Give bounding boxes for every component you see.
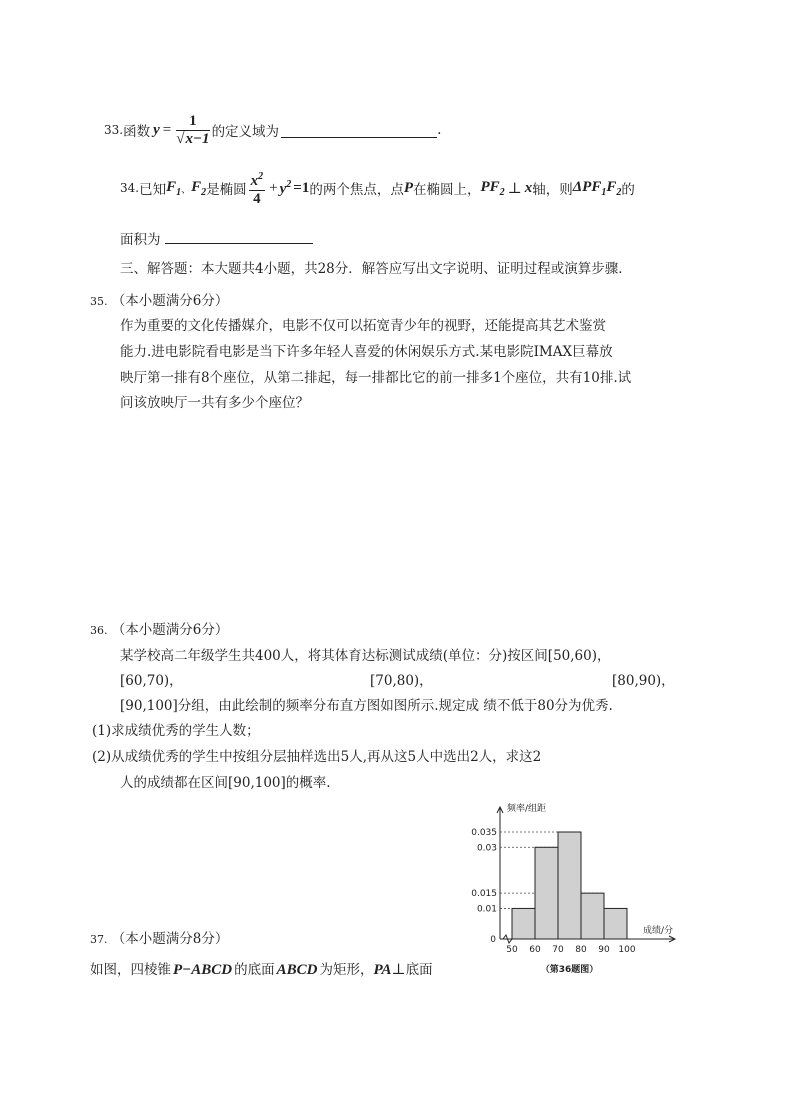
histogram-bar [604, 908, 627, 939]
q34-text-pre: 已知 [139, 182, 167, 198]
x-tick-label: 80 [575, 945, 587, 955]
q34-y: $y^2$ [279, 178, 292, 197]
q34-text-post: 的 [621, 182, 635, 198]
q37-line-1 [90, 958, 433, 979]
q33-y: y [153, 121, 160, 138]
question-33 [104, 108, 441, 152]
x-axis-label: 成绩/分 [642, 926, 673, 936]
q36-line-1: 某学校高二年级学生共400人，将其体育达标测试成绩(单位：分)按区间[50,60)， [120, 648, 611, 664]
q34-eq: =1 [293, 179, 310, 196]
q34-p: P [403, 179, 413, 196]
q34-frac-num: $x^2$ [249, 168, 266, 191]
q34-pf2: $PF_2$ [480, 178, 505, 198]
y-tick-label: 0.03 [476, 843, 497, 854]
q35-line-4: 问该放映厅一共有多少个座位？ [120, 395, 309, 411]
q37-text-mid1: 的底面 [234, 962, 275, 978]
q33-root-sign: √ [176, 130, 185, 147]
q34-triangle: $\Delta PF_1F_2$ [572, 178, 622, 198]
chart-caption: （第36题图） [540, 965, 599, 975]
histogram-bar [535, 847, 558, 939]
histogram-bar [558, 832, 581, 939]
q37-score: （本小题满分8分） [111, 931, 229, 947]
section-3-heading: 三、解答题：本大题共4小题，共28分．解答应写出文字说明、证明过程或演算步骤． [120, 261, 632, 277]
q33-end: . [437, 122, 442, 138]
y-axis-label: 频率/组距 [507, 804, 547, 814]
x-tick-label: 70 [552, 945, 564, 955]
q35-header [90, 291, 228, 312]
y-tick-label: 0.015 [471, 889, 497, 900]
q36-sub-1: (1)求成绩优秀的学生人数； [92, 723, 260, 739]
x-tick-label: 100 [618, 945, 636, 955]
q34-number: 34. [120, 181, 140, 195]
q35-line-2: 能力.进电影院看电影是当下许多年轻人喜爱的休闲娱乐方式.某电影院IMAX巨幕放 [120, 344, 613, 360]
y-tick-label: 0.035 [471, 828, 497, 838]
q33-text-pre: 函数 [123, 124, 151, 140]
q34-text-mid4: 轴，则 [532, 182, 573, 198]
question-34 [120, 166, 635, 210]
q36-interval-3: [80,90)， [612, 673, 675, 689]
q35-line-3: 映厅第一排有8个座位，从第二排起，每一排都比它的前一排多1个座位，共有10排.试 [120, 370, 632, 386]
y-tick-label: 0.01 [476, 904, 497, 915]
q35-number: 35. [90, 295, 108, 308]
q36-sub-2b: 人的成绩都在区间[90,100]的概率. [120, 775, 331, 791]
q37-number: 37. [90, 933, 108, 946]
q33-frac-den [176, 131, 209, 148]
q37-pa: PA [373, 962, 392, 978]
q34-text-mid2: 的两个焦点，点 [309, 182, 404, 198]
x-tick-label: 50 [506, 945, 518, 955]
q36-header [90, 620, 228, 641]
q37-pyramid: P−ABCD [173, 962, 233, 978]
x-tick-label: 60 [529, 945, 541, 955]
q36-sub-2a: (2)从成绩优秀的学生中按组分层抽样选出5人,再从这5人中选出2人，求这2 [92, 749, 542, 765]
q37-perp: ⊥ [391, 962, 406, 978]
q34-f2: $F_2$ [191, 178, 207, 198]
histogram-bar [581, 893, 604, 939]
q33-answer-blank [281, 123, 437, 138]
q35-line-1: 作为重要的文化传播媒介，电影不仅可以拓宽青少年的视野，还能提高其艺术鉴赏 [120, 318, 606, 334]
q34-perp: ⊥ [507, 180, 522, 197]
q33-radicand: x−1 [185, 130, 210, 147]
q33-frac-num: 1 [176, 113, 209, 131]
q36-interval-2: [70,80)， [370, 673, 433, 689]
q34-frac-den: 4 [253, 191, 261, 207]
q34-sep: 、 [181, 184, 192, 196]
histogram-bar [512, 908, 535, 939]
origin-label: 0 [490, 935, 496, 945]
q37-header [90, 929, 228, 950]
histogram-chart [455, 797, 695, 982]
q37-text-pre: 如图，四棱锥 [90, 962, 171, 978]
q34-text-line2: 面积为 [120, 232, 161, 248]
q34-x: x [524, 179, 533, 196]
q34-text-mid1: 是椭圆 [206, 182, 247, 198]
q36-score: （本小题满分6分） [111, 622, 229, 638]
q33-eq: = [162, 121, 172, 138]
q34-f1: $F_1$ [166, 178, 182, 198]
q35-score: （本小题满分6分） [111, 293, 229, 309]
q37-text-mid2: 为矩形， [319, 962, 374, 978]
q37-base: ABCD [276, 962, 318, 978]
q33-number: 33. [104, 123, 124, 137]
q34-line2 [120, 228, 313, 248]
q34-answer-blank [165, 229, 313, 244]
q34-fraction [249, 168, 266, 208]
q34-text-mid3: 在椭圆上， [413, 182, 481, 198]
q33-text-post: 的定义域为 [211, 124, 280, 140]
q36-line-3: [90,100]分组，由此绘制的频率分布直方图如图所示.规定成 绩不低于80分为优秀. [120, 698, 613, 714]
q34-plus: + [269, 179, 278, 196]
q36-number: 36. [90, 624, 108, 637]
q36-interval-1: [60,70)， [120, 673, 183, 689]
x-tick-label: 90 [598, 945, 610, 955]
q33-fraction [176, 113, 209, 148]
q37-text-post: 底面 [405, 962, 433, 978]
